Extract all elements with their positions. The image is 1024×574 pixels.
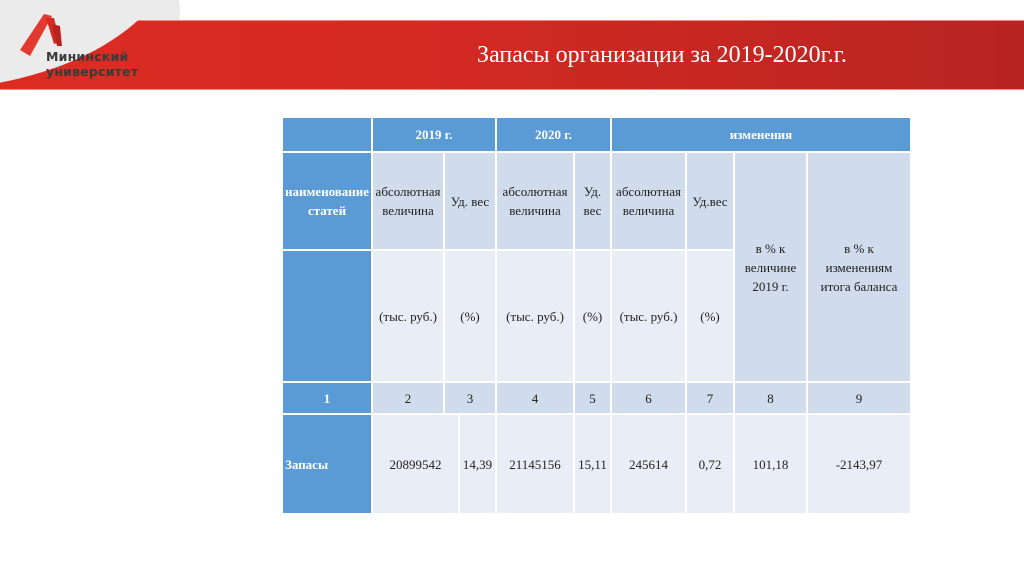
column-number-5: 5 bbox=[575, 383, 610, 413]
row-header-label: наименование статей bbox=[283, 153, 371, 249]
unit-abs-2020: (тыс. руб.) bbox=[497, 251, 573, 381]
subheader-abs-2019: абсолютная величина bbox=[373, 153, 443, 249]
page-title: Запасы организации за 2019-2020г.г. bbox=[477, 41, 847, 68]
unit-abs-change: (тыс. руб.) bbox=[612, 251, 685, 381]
value-abs-2020: 21145156 bbox=[497, 415, 573, 513]
subheader-share-2019: Уд. вес bbox=[445, 153, 495, 249]
value-pct-2019: 101,18 bbox=[735, 415, 806, 513]
column-number-7: 7 bbox=[687, 383, 733, 413]
column-number-4: 4 bbox=[497, 383, 573, 413]
column-number-9: 9 bbox=[808, 383, 910, 413]
value-share-2020: 15,11 bbox=[575, 415, 610, 513]
group-header-changes: изменения bbox=[612, 118, 910, 151]
column-number-8: 8 bbox=[735, 383, 806, 413]
unit-share-2020: (%) bbox=[575, 251, 610, 381]
subheader-share-change: Уд.вес bbox=[687, 153, 733, 249]
value-abs-change: 245614 bbox=[612, 415, 685, 513]
unit-share-change: (%) bbox=[687, 251, 733, 381]
university-logo-text bbox=[46, 49, 138, 79]
subheader-abs-change: абсолютная величина bbox=[612, 153, 685, 249]
subheader-pct-2019: в % к величине 2019 г. bbox=[735, 153, 806, 381]
unit-share-2019: (%) bbox=[445, 251, 495, 381]
group-header-2020: 2020 г. bbox=[497, 118, 610, 151]
value-share-2019: 14,39 bbox=[460, 415, 495, 513]
column-number-2: 2 bbox=[373, 383, 443, 413]
column-number-3: 3 bbox=[445, 383, 495, 413]
value-abs-2019: 20899542 bbox=[373, 415, 458, 513]
value-pct-balance: -2143,97 bbox=[808, 415, 910, 513]
value-share-change: 0,72 bbox=[687, 415, 733, 513]
logo-line-2: университет bbox=[46, 64, 139, 79]
subheader-abs-2020: абсолютная величина bbox=[497, 153, 573, 249]
subheader-share-2020: Уд. вес bbox=[575, 153, 610, 249]
column-number-6: 6 bbox=[612, 383, 685, 413]
corner-header-cell bbox=[283, 118, 371, 151]
unit-abs-2019: (тыс. руб.) bbox=[373, 251, 443, 381]
group-header-2019: 2019 г. bbox=[373, 118, 495, 151]
units-row-header bbox=[283, 251, 371, 381]
subheader-pct-balance: в % к изменениям итога баланса bbox=[808, 153, 910, 381]
column-number-1: 1 bbox=[283, 383, 371, 413]
row-name-inventory: Запасы bbox=[283, 415, 371, 513]
logo-line-1: Мининский bbox=[46, 49, 129, 64]
